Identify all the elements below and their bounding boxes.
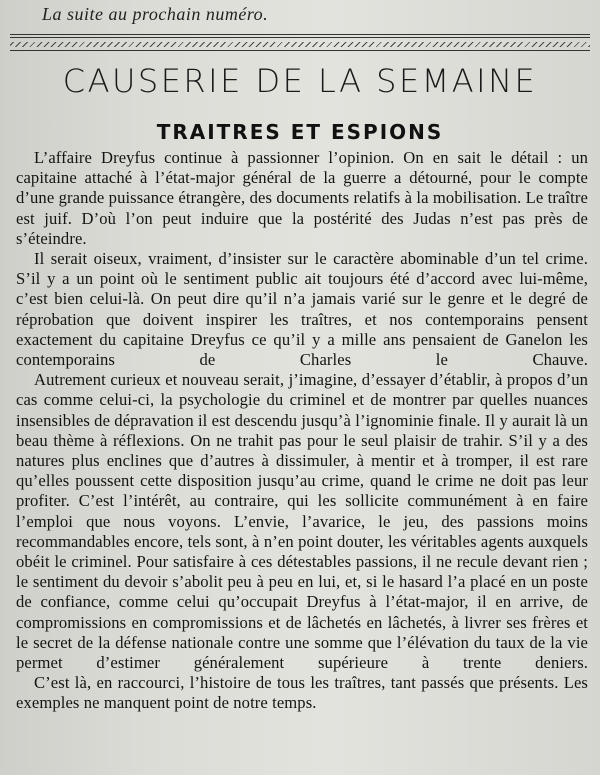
divider-line	[10, 34, 590, 35]
divider-ornament	[10, 42, 590, 47]
article-paragraph: L’affaire Dreyfus continue à passionner l’opinion. On en sait le détail : un capitaine attaché à l’état-major général de la guerre a détourné, pour le compte d’une grande puissance étrangère, des documents relatifs à la mobilisation. Le traître est juif. D’où l’on peut induire que la postérité des Judas n’est pas près de s’éteindre.	[16, 148, 588, 248]
divider-line	[10, 50, 590, 51]
section-divider	[10, 34, 590, 56]
divider-line	[10, 37, 590, 38]
article-paragraph: Il serait oiseux, vraiment, d’insister sur le caractère abominable d’un tel crime. S’il y a un point où le sentiment public ait toujours été d’accord avec lui-même, c’est bien celui-là. On peut dire qu’il n’a jamais varié sur le genre et le degré de réprobation que doivent inspirer les traîtres, et nos contemporains pensent exactement du capitaine Dreyfus ce qu’il y a mille ans pensaient de Ganelon les contemporains de Charles le Chauve.	[16, 249, 588, 370]
continued-note: La suite au prochain numéro.	[42, 4, 269, 24]
section-title: CAUSERIE DE LA SEMAINE	[62, 62, 538, 100]
article-paragraph: Autrement curieux et nouveau serait, j’imagine, d’essayer d’établir, à propos d’un cas comme celui-ci, la psychologie du criminel et de montrer par quelles nuances insensibles de dépravation il est descendu jusqu’à l’ignominie finale. Il y aurait là un beau thème à réflexions. On ne trahit pas pour le seul plaisir de trahir. S’il y a des natures plus enclines que d’autres à dissimuler, à mentir et à tromper, il est rare qu’elles poussent cette disposition jusqu’au crime, quand le crime ne doit pas leur profiter. C’est l’intérêt, au contraire, qui les sollicite communément à en faire l’emploi que nous voyons. L’envie, l’avarice, le jeu, des passions moins recommandables encore, tels sont, à n’en point douter, les véritables agents auxquels obéit le criminel. Pour satisfaire à ces détestables passions, il ne recule devant rien ; le sentiment du devoir s’abolit peu à peu en lui, et, si le hasard l’a placé en un poste de confiance, comme celui qu’occupait Dreyfus à l’état-major, il en arrive, de compromissions en compromissions et de lâchetés en lâchetés, à livrer ses frères et le secret de la défense nationale contre une somme que l’élévation du taux de la vie permet d’estimer généralement supérieure à trente deniers.	[16, 370, 588, 673]
article-title: TRAITRES ET ESPIONS	[156, 120, 444, 144]
article-body	[16, 148, 588, 714]
article-paragraph: C’est là, en raccourci, l’histoire de tous les traîtres, tant passés que présents. Les exemples ne manquent point de notre temps.	[16, 673, 588, 713]
